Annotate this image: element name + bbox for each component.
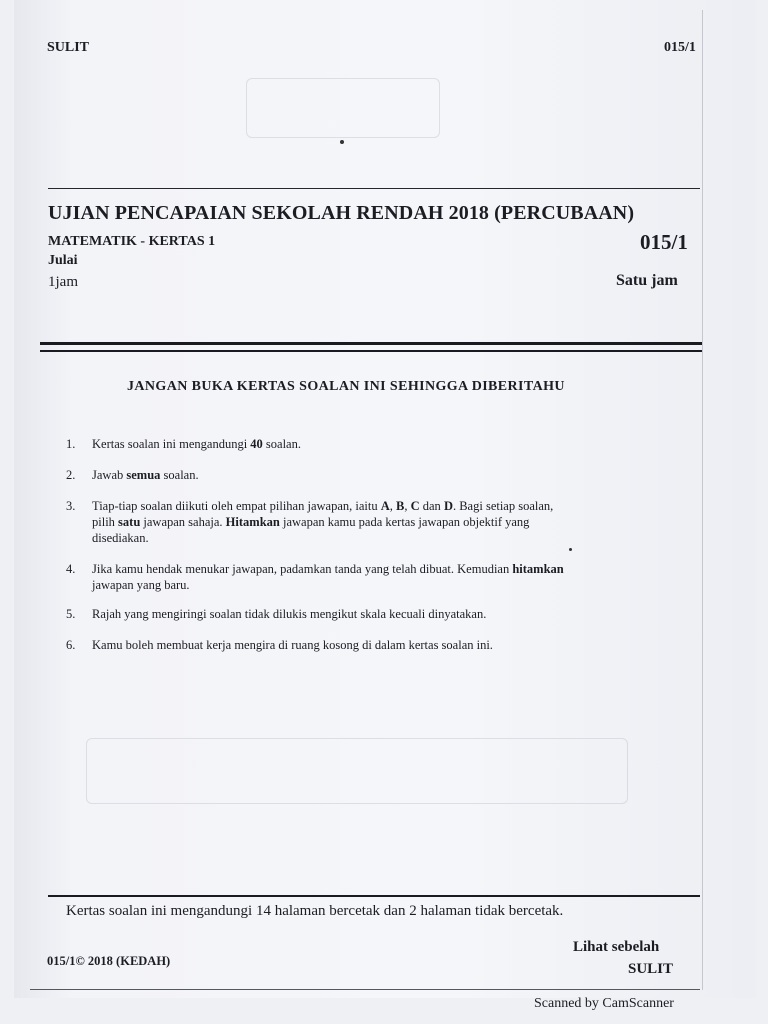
instruction-item [66, 606, 586, 622]
header-classification: SULIT [47, 40, 90, 55]
scan-speck [340, 140, 344, 144]
instruction-number: 5. [66, 607, 76, 621]
double-rule-top [40, 342, 702, 345]
footer-divider [48, 895, 700, 897]
instruction-text: Jika kamu hendak menukar jawapan, padamkan tanda yang telah dibuat. Kemudian hitamkan jawapan yang baru. [92, 562, 564, 592]
bleed-through-box [246, 78, 440, 138]
instruction-number: 1. [66, 437, 76, 451]
camscanner-watermark: Scanned by CamScanner [534, 996, 674, 1011]
bleed-through-table [86, 738, 628, 804]
do-not-open-warning: JANGAN BUKA KERTAS SOALAN INI SEHINGGA DIBERITAHU [127, 379, 565, 394]
scan-speck [569, 548, 572, 551]
turn-over-note: Lihat sebelah [573, 939, 660, 955]
instruction-text: Kamu boleh membuat kerja mengira di ruang kosong di dalam kertas soalan ini. [92, 638, 493, 652]
exam-code: 015/1 [640, 230, 688, 254]
instruction-text: Jawab semua soalan. [92, 468, 199, 482]
page-count-note: Kertas soalan ini mengandungi 14 halaman bercetak dan 2 halaman tidak bercetak. [66, 903, 564, 919]
instruction-item [66, 637, 578, 653]
instruction-text: Rajah yang mengiringi soalan tidak dilukis mengikut skala kecuali dinyatakan. [92, 607, 487, 621]
page-edge-shadow [702, 10, 703, 990]
top-divider [48, 188, 700, 189]
exam-duration-short: 1jam [48, 274, 78, 290]
footer-classification: SULIT [628, 961, 674, 977]
instruction-item [66, 436, 586, 452]
instruction-number: 2. [66, 468, 76, 482]
instruction-text: Tiap-tiap soalan diikuti oleh empat pilihan jawapan, iaitu A, B, C dan D. Bagi setiap soalan, pilih satu jawapan sahaja. Hitamkan jawapan kamu pada kertas jawapan objektif yang disediakan. [92, 499, 554, 545]
exam-duration-long: Satu jam [616, 272, 678, 289]
instruction-number: 4. [66, 562, 76, 576]
exam-month: Julai [48, 253, 78, 268]
instruction-item [66, 561, 578, 593]
instruction-item [66, 467, 586, 483]
instruction-number: 3. [66, 499, 76, 513]
instruction-text: Kertas soalan ini mengandungi 40 soalan. [92, 437, 301, 451]
exam-title: UJIAN PENCAPAIAN SEKOLAH RENDAH 2018 (PERCUBAAN) [48, 202, 635, 224]
exam-subject: MATEMATIK - KERTAS 1 [48, 234, 216, 249]
double-rule-bottom [40, 350, 702, 352]
instruction-number: 6. [66, 638, 76, 652]
header-code: 015/1 [664, 40, 696, 55]
page-bottom-edge [30, 989, 700, 990]
instruction-item [66, 498, 578, 546]
footer-code-copyright: 015/1© 2018 (KEDAH) [47, 954, 171, 968]
